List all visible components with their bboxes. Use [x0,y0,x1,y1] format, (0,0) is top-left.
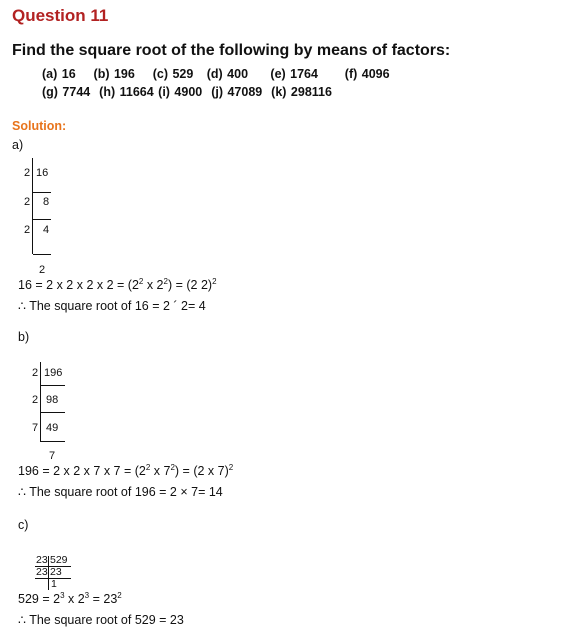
part-b-conclusion: ∴ The square root of 196 = 2 × 7= 14 [18,485,223,499]
remainder: 1 [51,578,57,590]
solution-label: Solution: [12,119,67,133]
dividend: 23 [50,566,62,578]
divisor: 23 [36,566,48,578]
part-b-equation: 196 = 2 x 2 x 7 x $7 = (2^2$ x $7^2) = (2$ x 7)$^2$ [18,462,234,478]
divisor: 23 [36,554,48,566]
part-c-conclusion: ∴ The square root of 529 = 23 [18,613,184,627]
part-a-label: a) [12,138,24,152]
question-text: Find the square root of the following by means of factors: [12,42,451,59]
options-line-2: (g) 7744 (h) 11664 (i) 4900 (j) 47089 (k) 298116 [42,85,332,99]
part-c-equation: $529 = 2^3$ x $2^3 = 23^2$ [18,590,122,606]
divisor: 2 [32,394,39,406]
dividend: 98 [46,394,59,406]
question-title: Question 11 [12,6,109,25]
divisor: 2 [32,367,39,379]
remainder: 2 [39,264,46,276]
divisor: 2 [24,167,31,179]
dividend: 4 [43,224,50,236]
dividend: 16 [36,167,49,179]
dividend: 49 [46,422,59,434]
part-a-conclusion: ∴ The square root of 16 = 2 ´ 2= 4 [18,299,206,313]
dividend: 196 [44,367,63,379]
divisor: 2 [24,224,31,236]
divisor: 7 [32,422,39,434]
dividend: 529 [50,554,68,566]
options-line-1: (a) 16 (b) 196 (c) 529 (d) 400 (e) 1764 (f) 4096 [42,67,390,81]
divisor: 2 [24,196,31,208]
dividend: 8 [43,196,50,208]
part-c-label: c) [18,518,29,532]
part-b-label: b) [18,330,30,344]
remainder: 7 [49,450,56,462]
part-a-equation: 16 = 2 x 2 x 2 x $2 = (2^2$ x $2^2) = (2$ 2)$^2$ [18,276,217,292]
